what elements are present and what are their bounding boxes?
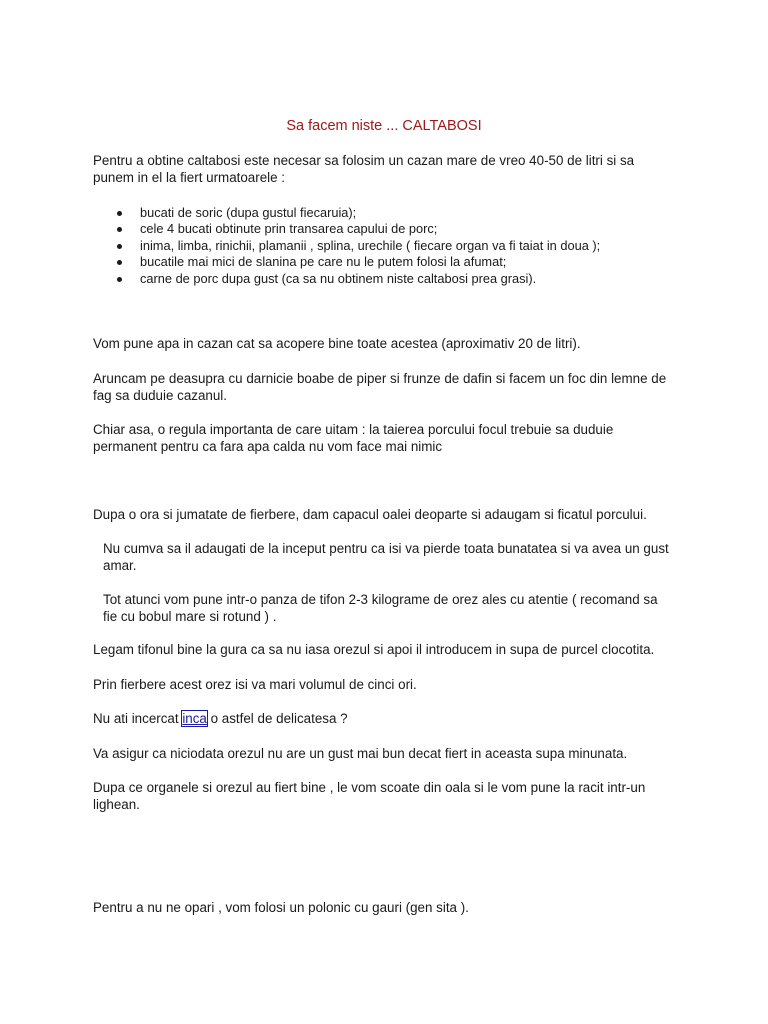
bullet-icon bbox=[117, 244, 122, 249]
bullet-icon bbox=[117, 227, 122, 232]
inca-link[interactable]: inca bbox=[182, 711, 207, 726]
list-item bbox=[93, 238, 693, 254]
paragraph-warning: Nu cumva sa il adaugati de la inceput pentru ca isi va pierde toata bunatatea si va avea un gust amar. bbox=[103, 541, 669, 573]
question-text-start: Nu ati incercat bbox=[93, 711, 183, 726]
bullet-icon bbox=[117, 260, 122, 265]
list-item-text: inima, limba, rinichii, plamanii , splina, urechile ( fiecare organ va fi taiat in doua ); bbox=[140, 237, 601, 253]
paragraph-rule: Chiar asa, o regula importanta de care uitam : la taierea porcului focul trebuie sa duduie permanent pentru ca fara apa calda nu vom face mai nimic bbox=[93, 422, 614, 454]
paragraph-rice: Tot atunci vom pune intr-o panza de tifon 2-3 kilograme de orez ales cu atentie ( recomand sa fie cu bobul mare si rotund ) . bbox=[103, 592, 658, 624]
list-item bbox=[93, 271, 693, 287]
paragraph-water: Vom pune apa in cazan cat sa acopere bine toate acestea (aproximativ 20 de litri). bbox=[93, 336, 581, 351]
paragraph-tie: Legam tifonul bine la gura ca sa nu iasa orezul si apoi il introducem in supa de purcel clocotita. bbox=[93, 642, 655, 657]
paragraph-ladle: Pentru a nu ne opari , vom folosi un polonic cu gauri (gen sita ). bbox=[93, 900, 469, 915]
list-item-text: carne de porc dupa gust (ca sa nu obtinem niste caltabosi prea grasi). bbox=[140, 270, 537, 286]
paragraph-liver: Dupa o ora si jumatate de fierbere, dam capacul oalei deoparte si adaugam si ficatul porcului. bbox=[93, 507, 647, 522]
page-title: Sa facem niste ... CALTABOSI bbox=[286, 118, 482, 134]
paragraph-volume: Prin fierbere acest orez isi va mari volumul de cinci ori. bbox=[93, 677, 417, 692]
question-text-end: o astfel de delicatesa ? bbox=[206, 711, 348, 726]
list-item-text: bucatile mai mici de slanina pe care nu le putem folosi la afumat; bbox=[140, 254, 507, 270]
list-item bbox=[93, 205, 693, 221]
paragraph-assurance: Va asigur ca niciodata orezul nu are un gust mai bun decat fiert in aceasta supa minunata. bbox=[93, 746, 628, 761]
list-item-text: cele 4 bucati obtinute prin transarea capului de porc; bbox=[140, 221, 438, 237]
paragraph-spices: Aruncam pe deasupra cu darnicie boabe de piper si frunze de dafin si facem un foc din lemne de fag sa duduie cazanul. bbox=[93, 371, 667, 403]
ingredient-list bbox=[93, 205, 693, 287]
bullet-icon bbox=[117, 211, 122, 216]
paragraph-cooling: Dupa ce organele si orezul au fiert bine , le vom scoate din oala si le vom pune la racit intr-un lighean. bbox=[93, 780, 646, 812]
list-item bbox=[93, 221, 693, 237]
paragraph-question bbox=[93, 710, 673, 727]
bullet-icon bbox=[117, 277, 122, 282]
list-item bbox=[93, 254, 693, 270]
intro-paragraph: Pentru a obtine caltabosi este necesar sa folosim un cazan mare de vreo 40-50 de litri si sa punem in el la fiert urmatoarele : bbox=[93, 153, 635, 185]
list-item-text: bucati de soric (dupa gustul fiecaruia); bbox=[140, 205, 357, 220]
